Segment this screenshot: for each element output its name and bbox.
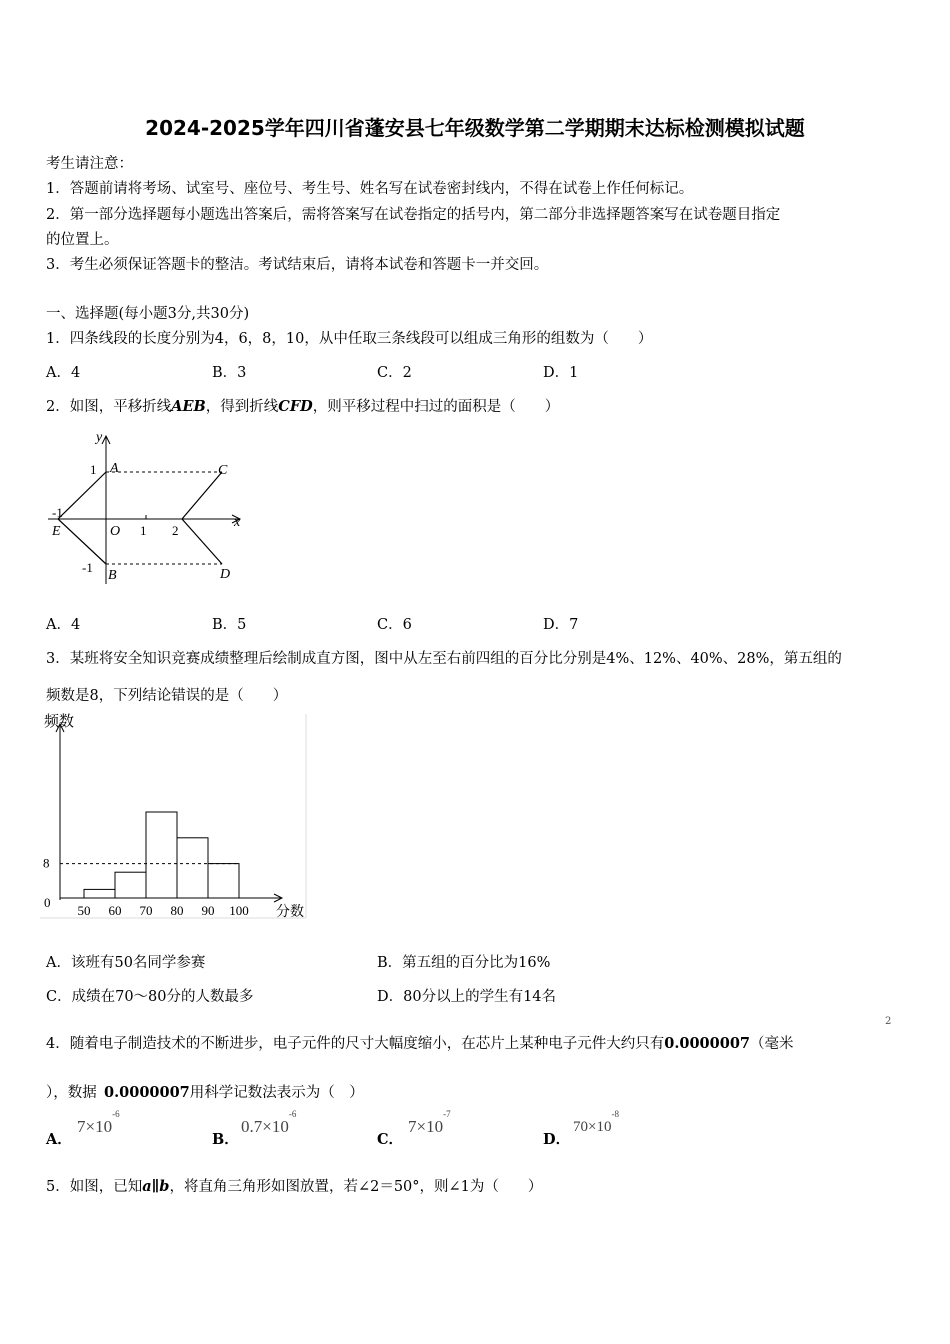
q4-stem-line1 [46,1032,794,1053]
q1-option-b: B．3 [212,365,247,381]
q2-figure [44,426,254,588]
histogram-bar-60 [115,872,146,898]
q2-stem [46,395,559,416]
q4-superscript: 2 [885,1016,892,1027]
q4-option-b-letter: B． [212,1131,239,1148]
histogram-bar-50 [84,889,115,898]
q1-option-a: A．4 [46,365,81,381]
notice-item-1: 1．答题前请将考场、试室号、座位号、考生号、姓名写在试卷密封线内，不得在试卷上作任何标记。 [46,181,694,197]
q4-number: 0.0000007 [104,1084,190,1101]
q3-stem-line2: 频数是8，下列结论错误的是（ ） [46,688,288,704]
histogram-bar-90 [208,864,239,898]
q3-option-d: D．80分以上的学生有14名 [377,989,557,1005]
q2-stem-part: ，则平移过程中扫过的面积是（ ） [312,399,560,415]
sci-exponent: -8 [611,1109,619,1119]
q5-parallel: a∥b [142,1178,170,1195]
tick-x-neg1: -1 [52,505,63,520]
sci-exponent: -6 [112,1109,120,1120]
q4-option-c-value [408,1109,451,1137]
y-axis-title: 频数 [44,714,75,730]
q4-stem-text: 4．随着电子制造技术的不断进步，电子元件的尺寸大幅度缩小，在芯片上某种电子元件大约只有 [46,1036,665,1052]
notice-item-2-cont: 的位置上。 [46,232,119,248]
notice-heading: 考生请注意： [46,156,133,172]
q5-stem-text: 5．如图，已知 [46,1179,143,1195]
sci-exponent: -7 [443,1109,451,1120]
q4-stem-text: （毫米 [750,1036,794,1052]
q2-var-cfd: CFD [278,398,313,415]
q3-stem-line1: 3．某班将安全知识竞赛成绩整理后绘制成直方图，图中从左至右前四组的百分比分别是4%、12%、40%、28%，第五组的 [46,651,842,667]
q4-option-d-value [573,1109,619,1136]
y-axis-label: y [96,430,103,445]
y-tick-8: 8 [43,855,50,871]
tick-x-1: 1 [140,523,147,538]
page-title: 2024-2025学年四川省蓬安县七年级数学第二学期期末达标检测模拟试题 [145,116,805,140]
q2-option-d: D．7 [543,617,579,633]
x-tick-label: 70 [139,903,153,918]
point-d: D [220,567,231,582]
q3-option-c: C．成绩在70～80分的人数最多 [46,989,254,1005]
sci-base: 7×10 [77,1117,113,1136]
x-tick-label: 60 [108,903,122,918]
tick-x-2: 2 [172,523,179,538]
q4-option-c-letter: C． [377,1131,404,1148]
q2-stem-part: ，得到折线 [205,399,279,415]
notice-item-2: 2．第一部分选择题每小题选出答案后，需将答案写在试卷指定的括号内，第二部分非选择题答案写在试卷题目指定 [46,207,781,223]
q3-histogram [40,708,312,924]
point-b: B [108,568,117,583]
section-heading: 一、选择题(每小题3分,共30分) [46,306,250,322]
sci-base: 7×10 [408,1117,444,1136]
x-axis-label: x [234,515,241,530]
origin-label: O [110,524,121,539]
point-a: A [110,461,119,476]
q5-stem-text: ，将直角三角形如图放置，若∠2＝50°，则∠1为（ ） [169,1179,543,1195]
x-axis-title: 分数 [276,905,304,920]
q4-stem-line2 [46,1081,364,1102]
y-tick-0: 0 [44,895,51,910]
q1-stem: 1．四条线段的长度分别为4，6，8，10，从中任取三条线段可以组成三角形的组数为（ ） [46,331,653,347]
q4-option-d-letter: D． [543,1131,571,1148]
q4-stem-text: ），数据 [46,1085,97,1101]
q2-var-aeb: AEB [171,398,206,415]
x-tick-label: 80 [170,903,184,918]
tick-y-neg1: -1 [82,560,93,575]
histogram-bar-80 [177,838,208,898]
q2-option-a: A．4 [46,617,81,633]
q3-option-b: B．第五组的百分比为16% [377,955,551,971]
x-tick-label: 90 [201,903,215,918]
q5-stem [46,1175,542,1196]
q2-stem-part: 2．如图，平移折线 [46,399,172,415]
x-tick-label: 50 [77,903,91,918]
q4-option-b-value [241,1109,297,1137]
sci-base: 70×10 [573,1119,612,1135]
q4-option-a-value [77,1109,120,1137]
sci-exponent: -6 [288,1109,297,1120]
q2-option-c: C．6 [377,617,412,633]
q2-option-b: B．5 [212,617,247,633]
x-tick-label: 100 [229,903,249,918]
sci-base: 0.7×10 [241,1117,289,1136]
point-e: E [52,524,61,539]
q1-option-d: D．1 [543,365,579,381]
q1-option-c: C．2 [377,365,412,381]
q3-option-a: A．该班有50名同学参赛 [46,955,206,971]
histogram-bar-70 [146,812,177,898]
point-c: C [218,463,228,478]
q4-number: 0.0000007 [664,1035,750,1052]
notice-item-3: 3．考生必须保证答题卡的整洁。考试结束后，请将本试卷和答题卡一并交回。 [46,257,549,273]
q4-stem-text: 用科学记数法表示为（ ） [189,1085,364,1101]
tick-y-1: 1 [90,462,97,477]
q4-option-a-letter: A． [46,1131,72,1148]
